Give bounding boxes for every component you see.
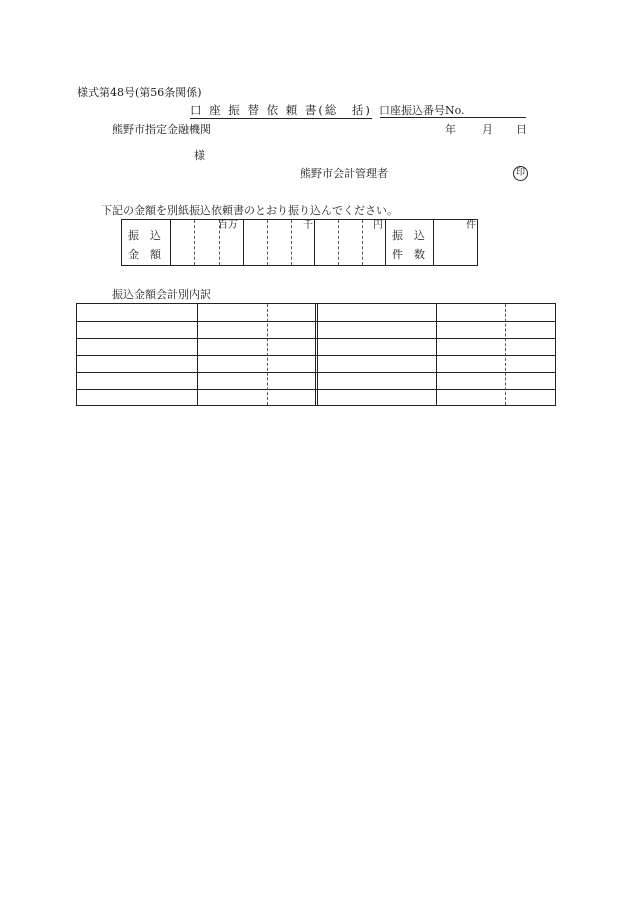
group-divider [243, 220, 244, 265]
amount-label-top: 振 込 [128, 229, 161, 242]
digit-divider [338, 220, 339, 265]
transfer-number-label: 口座振込番号No. [379, 104, 465, 117]
amount-table [121, 219, 478, 266]
column-divider [505, 304, 506, 405]
count-value-divider [433, 220, 434, 265]
amount-label-bottom: 金 額 [128, 248, 161, 261]
digit-divider [267, 220, 268, 265]
count-divider [385, 220, 386, 265]
date-month-label: 月 [482, 123, 493, 136]
unit-million: 百万 [218, 220, 238, 231]
accountant-name: 熊野市会計管理者 [300, 167, 388, 180]
digit-divider [291, 220, 292, 265]
date-year-label: 年 [445, 123, 456, 136]
breakdown-title: 振込金額会計別内訳 [112, 288, 211, 301]
unit-yen: 円 [373, 220, 383, 231]
unit-count: 件 [466, 220, 476, 231]
date-day-label: 日 [516, 123, 527, 136]
document-title: 口 座 振 替 依 頼 書(総 括) [190, 103, 372, 117]
count-label-top: 振 込 [392, 229, 425, 242]
transfer-number-field[interactable] [380, 117, 526, 118]
form-number: 様式第48号(第56条関係) [77, 86, 202, 99]
digit-divider [194, 220, 195, 265]
seal-mark: 印 [513, 166, 528, 181]
digit-divider [362, 220, 363, 265]
column-divider [267, 304, 268, 405]
group-divider [314, 220, 315, 265]
honorific: 様 [194, 149, 205, 162]
breakdown-table [76, 303, 556, 406]
column-divider [436, 304, 437, 405]
column-divider [197, 304, 198, 405]
center-divider [315, 304, 318, 405]
instruction-text: 下記の金額を別紙振込依頼書のとおり振り込んでください。 [101, 204, 398, 217]
amount-divider [170, 220, 171, 265]
count-label-bottom: 件 数 [392, 248, 425, 261]
designated-institution: 熊野市指定金融機関 [112, 123, 211, 136]
unit-thousand: 千 [303, 220, 313, 231]
